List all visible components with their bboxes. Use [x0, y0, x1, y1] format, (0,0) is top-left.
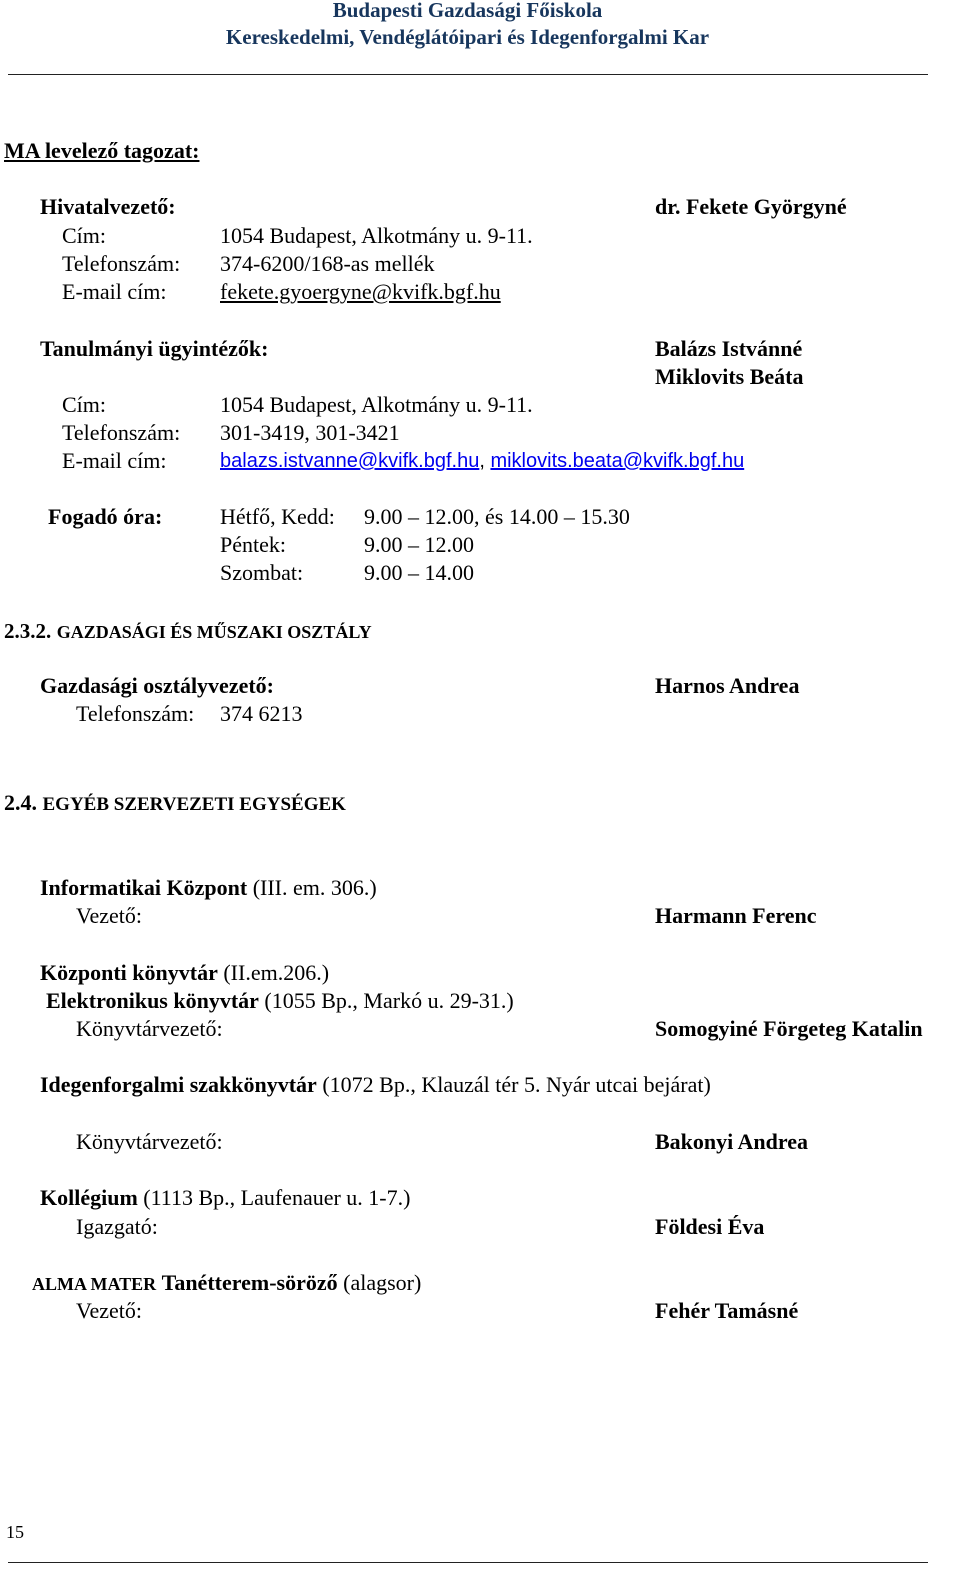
library-role: Könyvtárvezető: — [76, 1016, 223, 1041]
library-head: Somogyiné Förgeteg Katalin — [655, 1016, 923, 1041]
central-library — [40, 962, 329, 984]
ma-head-label: Hivatalvezető: — [40, 194, 176, 219]
alma-mater-head: Fehér Tamásné — [655, 1298, 799, 1323]
section-232-title: GAZDASÁGI ÉS MŰSZAKI OSZTÁLY — [56, 622, 372, 642]
it-center — [40, 877, 377, 899]
electronic-library-name: Elektronikus könyvtár — [46, 988, 259, 1013]
office-hours-day-2: Péntek: — [220, 532, 286, 557]
ma-head-name: dr. Fekete Györgyné — [655, 194, 847, 219]
alma-mater — [32, 1272, 421, 1294]
ma-phone-label: Telefonszám: — [62, 251, 181, 276]
ma-address-value: 1054 Budapest, Alkotmány u. 9-11. — [220, 223, 533, 248]
section-24-number: 2.4. — [4, 790, 37, 815]
header-faculty: Kereskedelmi, Vendéglátóipari és Idegenforgalmi Kar — [225, 25, 710, 49]
it-center-location: (III. em. 306.) — [252, 875, 377, 900]
ma-phone-value: 374-6200/168-as mellék — [220, 251, 435, 276]
alma-mater-prefix: ALMA MATER — [32, 1274, 157, 1294]
dormitory-role: Igazgató: — [76, 1214, 158, 1239]
office-hours-day-1: Hétfő, Kedd: — [220, 504, 335, 529]
email-separator: , — [479, 450, 485, 472]
ma-staff-email-label: E-mail cím: — [62, 448, 167, 473]
central-library-location: (II.em.206.) — [223, 960, 330, 985]
section-24-title: EGYÉB SZERVEZETI EGYSÉGEK — [42, 794, 346, 815]
central-library-name: Központi könyvtár — [40, 960, 218, 985]
it-center-name: Informatikai Központ — [40, 875, 248, 900]
office-hours-time-3: 9.00 – 14.00 — [364, 560, 474, 585]
email-link-miklovits[interactable]: miklovits.beata@kvifk.bgf.hu — [490, 450, 745, 472]
alma-mater-location: (alagsor) — [343, 1270, 422, 1295]
dormitory-location: (1113 Bp., Laufenauer u. 1-7.) — [143, 1185, 411, 1210]
header-rule — [8, 74, 928, 75]
office-hours-label: Fogadó óra: — [48, 504, 163, 529]
page-number: 15 — [6, 1522, 24, 1542]
header-institution: Budapesti Gazdasági Főiskola — [332, 0, 603, 22]
it-role: Vezető: — [76, 903, 142, 928]
section-232-heading — [4, 620, 372, 642]
ma-staff-name-1: Balázs Istvánné — [655, 336, 803, 361]
office-hours-day-3: Szombat: — [220, 560, 304, 585]
electronic-library — [46, 990, 514, 1012]
dormitory-head: Földesi Éva — [655, 1214, 765, 1239]
econ-head-name: Harnos Andrea — [655, 673, 800, 698]
alma-mater-role: Vezető: — [76, 1298, 142, 1323]
ma-staff-phone-label: Telefonszám: — [62, 420, 181, 445]
electronic-library-location: (1055 Bp., Markó u. 29-31.) — [264, 988, 514, 1013]
section-232-number: 2.3.2. — [4, 619, 52, 643]
ma-section-title: MA levelező tagozat: — [4, 138, 200, 163]
dormitory — [40, 1187, 410, 1209]
ma-email-label: E-mail cím: — [62, 279, 167, 304]
ma-staff-name-2: Miklovits Beáta — [655, 364, 804, 389]
alma-mater-name: Tanétterem-söröző — [161, 1270, 338, 1295]
econ-head-label: Gazdasági osztályvezető: — [40, 673, 274, 698]
tourism-library-head: Bakonyi Andrea — [655, 1129, 809, 1154]
it-head: Harmann Ferenc — [655, 903, 817, 928]
ma-email-link[interactable]: fekete.gyoergyne@kvifk.bgf.hu — [220, 279, 501, 304]
office-hours-time-2: 9.00 – 12.00 — [364, 532, 474, 557]
ma-staff-email-line — [220, 451, 744, 471]
ma-address-label: Cím: — [62, 223, 107, 248]
ma-staff-label: Tanulmányi ügyintézők: — [40, 336, 269, 361]
section-24-heading — [4, 792, 346, 814]
tourism-library-name: Idegenforgalmi szakkönyvtár — [40, 1072, 317, 1097]
ma-staff-phone-value: 301-3419, 301-3421 — [220, 420, 400, 445]
dormitory-name: Kollégium — [40, 1185, 138, 1210]
ma-staff-address-value: 1054 Budapest, Alkotmány u. 9-11. — [220, 392, 533, 417]
tourism-library — [40, 1074, 711, 1096]
econ-phone-label: Telefonszám: — [76, 701, 195, 726]
footer-rule — [8, 1562, 928, 1563]
tourism-library-location: (1072 Bp., Klauzál tér 5. Nyár utcai bejárat) — [322, 1072, 711, 1097]
tourism-library-role: Könyvtárvezető: — [76, 1129, 223, 1154]
office-hours-time-1: 9.00 – 12.00, és 14.00 – 15.30 — [364, 504, 630, 529]
email-link-balazs[interactable]: balazs.istvanne@kvifk.bgf.hu — [220, 450, 480, 472]
ma-staff-address-label: Cím: — [62, 392, 107, 417]
econ-phone-value: 374 6213 — [220, 701, 303, 726]
